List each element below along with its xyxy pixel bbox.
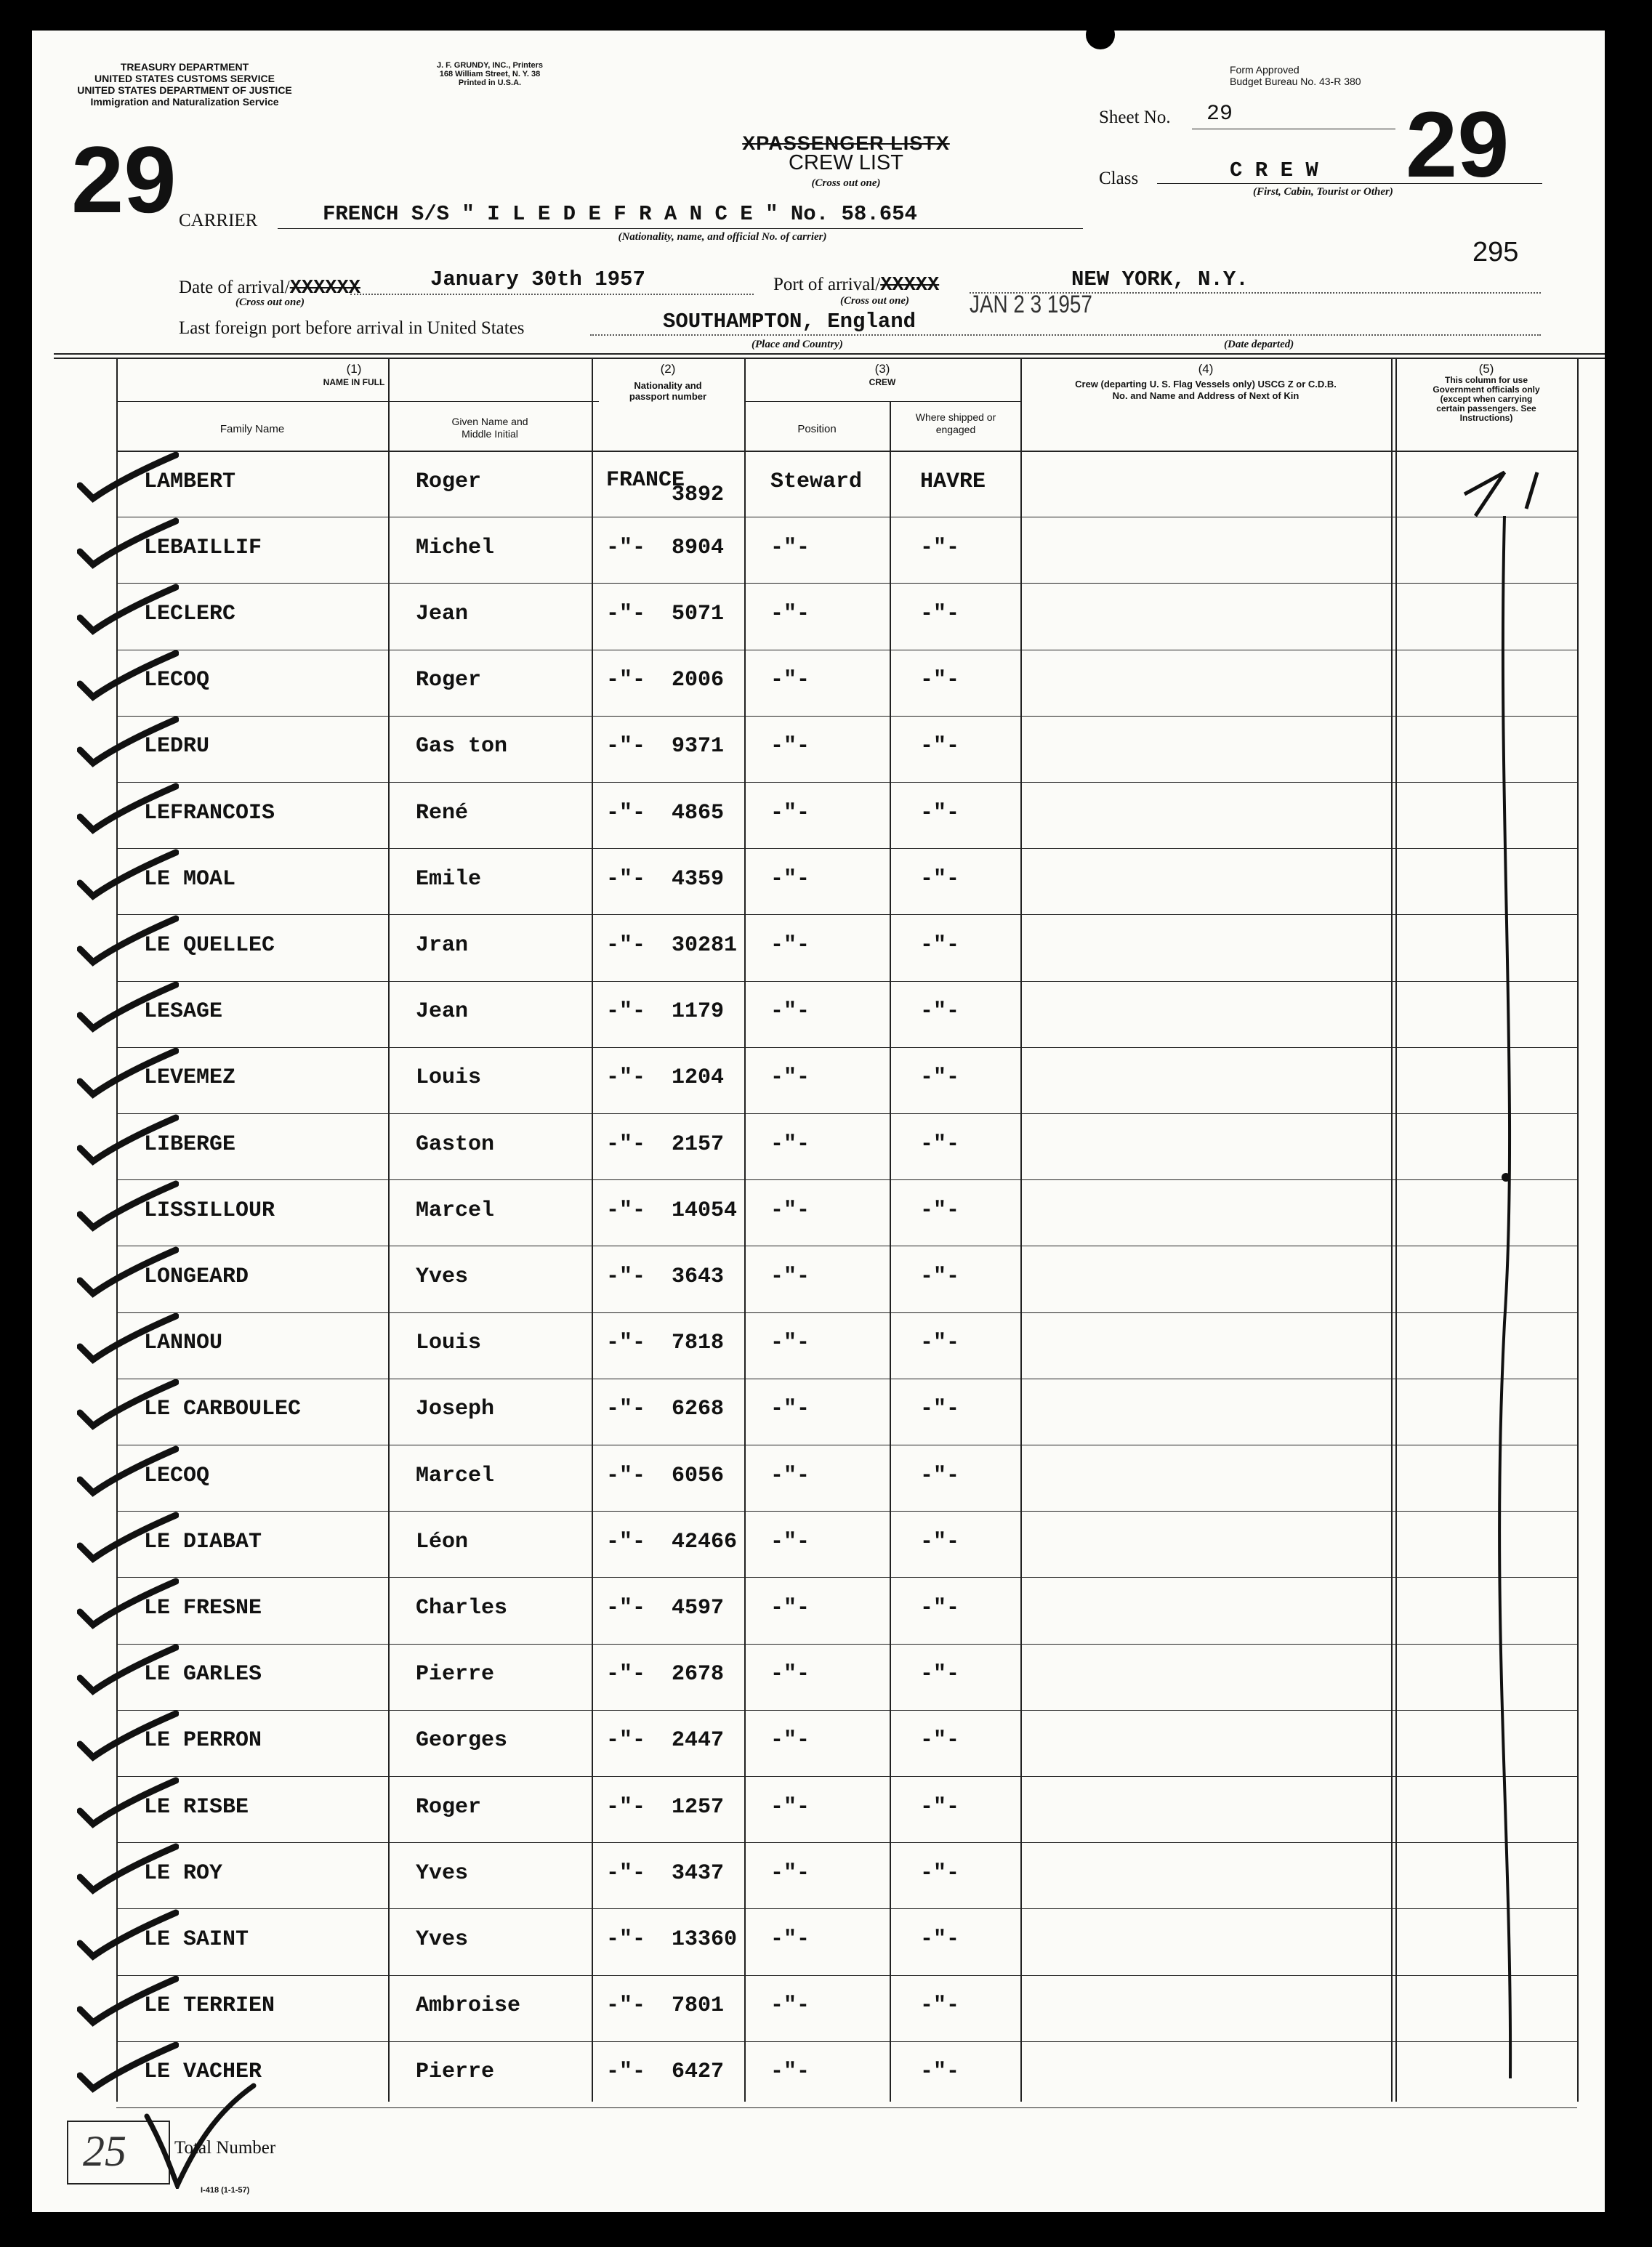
passport-cell: 5071: [672, 602, 725, 626]
official-mark: [1395, 451, 1577, 2093]
where-shipped-cell: -"-: [920, 1132, 960, 1157]
family-name-cell: LE ROY: [144, 1861, 223, 1886]
family-name-cell: LE TERRIEN: [144, 1993, 275, 2018]
position-cell: -"-: [770, 933, 810, 958]
punch-hole: [1086, 31, 1115, 49]
given-name-header: Given Name and Middle Initial: [451, 416, 528, 440]
nationality-cell: -"-: [606, 2060, 646, 2084]
row-divider: [116, 782, 1577, 783]
nationality-cell: -"-: [606, 1464, 646, 1488]
family-name-cell: LESAGE: [144, 999, 223, 1024]
given-name-cell: Léon: [416, 1530, 469, 1554]
position-cell: -"-: [770, 1198, 810, 1223]
given-name-cell: Charles: [416, 1596, 508, 1621]
crew-list-sheet: [32, 31, 1605, 2212]
date-caption: (Cross out one): [235, 296, 305, 308]
where-shipped-cell: -"-: [920, 734, 960, 759]
nationality-cell: -"-: [606, 668, 646, 693]
where-shipped-cell: -"-: [920, 1464, 960, 1488]
position-cell: -"-: [770, 801, 810, 826]
row-check-icon: [77, 1044, 179, 1102]
where-shipped-cell: HAVRE: [920, 469, 986, 494]
form-code: I-418 (1-1-57): [201, 2186, 250, 2195]
passport-cell: 3892: [672, 483, 725, 507]
where-shipped-cell: -"-: [920, 1065, 960, 1090]
family-name-cell: LECOQ: [144, 1464, 210, 1488]
last-port-label: Last foreign port before arrival in United States: [179, 318, 525, 338]
sheet-label: Sheet No.: [1099, 108, 1171, 127]
family-name-cell: LE PERRON: [144, 1728, 262, 1753]
row-divider: [116, 583, 1577, 584]
position-cell: -"-: [770, 999, 810, 1024]
where-shipped-cell: -"-: [920, 1596, 960, 1621]
given-name-cell: Jran: [416, 933, 469, 958]
position-cell: -"-: [770, 1065, 810, 1090]
port-label: Port of arrival/XXXXX: [773, 275, 940, 296]
total-count: 25: [83, 2127, 126, 2175]
total-number-label: Total Number: [174, 2138, 276, 2158]
given-name-cell: Georges: [416, 1728, 508, 1753]
form-approved: Form Approved Budget Bureau No. 43-R 380: [1230, 64, 1361, 87]
passport-cell: 13360: [672, 1927, 738, 1952]
arrival-port: NEW YORK, N.Y.: [1071, 267, 1249, 291]
given-name-cell: Jean: [416, 999, 469, 1024]
nationality-cell: -"-: [606, 734, 646, 759]
row-divider: [116, 1776, 1577, 1777]
position-cell: -"-: [770, 1264, 810, 1289]
position-cell: -"-: [770, 1397, 810, 1421]
where-shipped-cell: -"-: [920, 801, 960, 826]
passport-cell: 2678: [672, 1662, 725, 1687]
passport-cell: 2157: [672, 1132, 725, 1157]
class-label: Class: [1099, 169, 1139, 188]
carrier-label: CARRIER: [179, 211, 258, 230]
position-cell: -"-: [770, 1132, 810, 1157]
passport-cell: 6268: [672, 1397, 725, 1421]
nationality-cell: FRANCE: [606, 468, 685, 493]
position-cell: -"-: [770, 1596, 810, 1621]
row-check-icon: [77, 911, 179, 969]
where-shipped-cell: -"-: [920, 933, 960, 958]
position-cell: -"-: [770, 734, 810, 759]
family-name-cell: LE RISBE: [144, 1795, 249, 1820]
family-name-cell: LONGEARD: [144, 1264, 249, 1289]
sheet-value: 29: [1206, 102, 1233, 126]
family-name-cell: LE CARBOULEC: [144, 1397, 302, 1421]
position-cell: -"-: [770, 1861, 810, 1886]
position-cell: -"-: [770, 1662, 810, 1687]
where-shipped-cell: -"-: [920, 668, 960, 693]
row-check-icon: [77, 1508, 179, 1566]
given-name-cell: Marcel: [416, 1198, 495, 1223]
passport-cell: 9371: [672, 734, 725, 759]
next-of-kin-header: (4) Crew (departing U. S. Flag Vessels only) USCG Z or C.D.B. No. and Name and Address of Next of Kin: [1075, 362, 1337, 401]
nationality-cell: -"-: [606, 801, 646, 826]
where-shipped-cell: -"-: [920, 536, 960, 560]
passport-cell: 3643: [672, 1264, 725, 1289]
where-shipped-cell: -"-: [920, 867, 960, 892]
position-cell: -"-: [770, 867, 810, 892]
date-departed-caption: (Date departed): [1224, 339, 1294, 350]
where-shipped-cell: -"-: [920, 1331, 960, 1355]
date-stamp: JAN 2 3 1957: [970, 291, 1092, 318]
given-name-cell: Roger: [416, 1795, 482, 1820]
big-number-left: 29: [71, 126, 177, 233]
passport-cell: 7818: [672, 1331, 725, 1355]
family-name-cell: LEFRANCOIS: [144, 801, 275, 826]
class-value: C R E W: [1230, 158, 1318, 182]
family-name-cell: LECOQ: [144, 668, 210, 693]
row-check-icon: [77, 779, 179, 837]
where-shipped-header: Where shipped or engaged: [915, 411, 996, 435]
row-divider: [116, 1511, 1577, 1512]
given-name-cell: Gaston: [416, 1132, 495, 1157]
nationality-cell: -"-: [606, 933, 646, 958]
place-caption: (Place and Country): [752, 339, 843, 350]
passport-cell: 6427: [672, 2060, 725, 2084]
position-cell: -"-: [770, 1993, 810, 2018]
nationality-header: (2) Nationality and passport number: [629, 362, 707, 402]
position-cell: -"-: [770, 2060, 810, 2084]
nationality-cell: -"-: [606, 1861, 646, 1886]
where-shipped-cell: -"-: [920, 999, 960, 1024]
row-check-icon: [77, 1243, 179, 1301]
family-name-cell: LE VACHER: [144, 2060, 262, 2084]
passport-cell: 1179: [672, 999, 725, 1024]
row-check-icon: [77, 712, 179, 770]
given-name-cell: Pierre: [416, 1662, 495, 1687]
where-shipped-cell: -"-: [920, 1530, 960, 1554]
row-check-icon: [77, 1574, 179, 1632]
row-divider: [116, 1908, 1577, 1909]
family-name-cell: LE SAINT: [144, 1927, 249, 1952]
row-check-icon: [77, 1309, 179, 1367]
where-shipped-cell: -"-: [920, 2060, 960, 2084]
nationality-cell: -"-: [606, 1530, 646, 1554]
given-name-cell: Jean: [416, 602, 469, 626]
position-cell: -"-: [770, 1331, 810, 1355]
nationality-cell: -"-: [606, 1264, 646, 1289]
where-shipped-cell: -"-: [920, 1795, 960, 1820]
nationality-cell: -"-: [606, 999, 646, 1024]
family-name-cell: LE GARLES: [144, 1662, 262, 1687]
family-name-cell: LEBAILLIF: [144, 536, 262, 560]
nationality-cell: -"-: [606, 867, 646, 892]
passport-cell: 2447: [672, 1728, 725, 1753]
arrival-date: January 30th 1957: [430, 267, 645, 291]
family-name-cell: LAMBERT: [144, 469, 236, 494]
family-name-cell: LEVEMEZ: [144, 1065, 236, 1090]
row-divider: [116, 1577, 1577, 1578]
given-name-cell: Emile: [416, 867, 482, 892]
passport-cell: 4359: [672, 867, 725, 892]
row-divider: [116, 914, 1577, 915]
row-check-icon: [77, 1905, 179, 1964]
given-name-cell: Louis: [416, 1331, 482, 1355]
position-cell: Steward: [770, 469, 863, 494]
row-divider: [116, 1312, 1577, 1313]
row-check-icon: [77, 1839, 179, 1897]
row-check-icon: [77, 448, 179, 506]
family-name-cell: LISSILLOUR: [144, 1198, 275, 1223]
position-cell: -"-: [770, 602, 810, 626]
row-check-icon: [77, 1706, 179, 1764]
cross-out-caption: (Cross out one): [811, 177, 881, 189]
row-check-icon: [77, 845, 179, 903]
family-name-cell: LE DIABAT: [144, 1530, 262, 1554]
given-name-cell: Gas ton: [416, 734, 508, 759]
given-name-cell: Roger: [416, 469, 482, 494]
given-name-cell: Ambroise: [416, 1993, 521, 2018]
family-name-cell: LANNOU: [144, 1331, 223, 1355]
row-divider: [116, 2107, 1577, 2108]
row-check-icon: [77, 1177, 179, 1235]
row-divider: [116, 1975, 1577, 1976]
row-check-icon: [77, 1640, 179, 1698]
where-shipped-cell: -"-: [920, 1662, 960, 1687]
nationality-cell: -"-: [606, 1331, 646, 1355]
side-number: 295: [1472, 237, 1519, 267]
passport-cell: 1257: [672, 1795, 725, 1820]
where-shipped-cell: -"-: [920, 1993, 960, 2018]
row-divider: [116, 981, 1577, 982]
nationality-cell: -"-: [606, 1795, 646, 1820]
list-type-struck: XPASSENGER LISTX: [742, 132, 950, 154]
position-cell: -"-: [770, 1927, 810, 1952]
nationality-cell: -"-: [606, 1065, 646, 1090]
where-shipped-cell: -"-: [920, 1861, 960, 1886]
given-name-cell: Pierre: [416, 2060, 495, 2084]
nationality-cell: -"-: [606, 1927, 646, 1952]
row-divider: [116, 1113, 1577, 1114]
crew-header: (3) CREW: [869, 362, 896, 387]
family-name-cell: LE MOAL: [144, 867, 236, 892]
row-check-icon: [77, 1773, 179, 1831]
where-shipped-cell: -"-: [920, 1397, 960, 1421]
carrier-caption: (Nationality, name, and official No. of carrier): [618, 231, 827, 243]
where-shipped-cell: -"-: [920, 1198, 960, 1223]
row-check-icon: [77, 1442, 179, 1500]
printer-block: J. F. GRUNDY, INC., Printers 168 William Street, N. Y. 38 Printed in U.S.A.: [436, 61, 544, 87]
total-checkmark: [141, 2080, 257, 2189]
nationality-cell: -"-: [606, 602, 646, 626]
passport-cell: 4865: [672, 801, 725, 826]
row-check-icon: [77, 646, 179, 704]
nationality-cell: -"-: [606, 1728, 646, 1753]
given-name-cell: Yves: [416, 1861, 469, 1886]
position-cell: -"-: [770, 668, 810, 693]
position-header: Position: [797, 423, 837, 435]
family-name-cell: LE FRESNE: [144, 1596, 262, 1621]
passport-cell: 6056: [672, 1464, 725, 1488]
given-name-cell: Michel: [416, 536, 495, 560]
given-name-cell: Yves: [416, 1927, 469, 1952]
row-divider: [116, 1644, 1577, 1645]
passport-cell: 14054: [672, 1198, 738, 1223]
carrier-value: FRENCH S/S " I L E D E F R A N C E " No. 58.654: [323, 202, 917, 226]
row-divider: [116, 716, 1577, 717]
row-divider: [116, 1842, 1577, 1843]
given-name-cell: Joseph: [416, 1397, 495, 1421]
family-name-cell: LEDRU: [144, 734, 210, 759]
given-name-cell: Roger: [416, 668, 482, 693]
row-check-icon: [77, 514, 179, 572]
passport-cell: 4597: [672, 1596, 725, 1621]
nationality-cell: -"-: [606, 1596, 646, 1621]
officials-header: (5) This column for use Government officials only (except when carrying certain passengers. See Instructions): [1433, 362, 1540, 423]
nationality-cell: -"-: [606, 1397, 646, 1421]
passport-cell: 42466: [672, 1530, 738, 1554]
given-name-cell: Marcel: [416, 1464, 495, 1488]
where-shipped-cell: -"-: [920, 1264, 960, 1289]
passport-cell: 1204: [672, 1065, 725, 1090]
row-divider: [116, 1710, 1577, 1711]
given-name-cell: René: [416, 801, 469, 826]
family-name-cell: LE QUELLEC: [144, 933, 275, 958]
where-shipped-cell: -"-: [920, 1927, 960, 1952]
row-divider: [116, 848, 1577, 849]
col1-header: (1) NAME IN FULL: [323, 362, 385, 387]
family-name-cell: LECLERC: [144, 602, 236, 626]
family-name-header: Family Name: [219, 423, 285, 435]
date-label: Date of arrival/XXXXXX: [179, 278, 360, 299]
position-cell: -"-: [770, 1795, 810, 1820]
row-check-icon: [77, 1972, 179, 2030]
row-divider: [116, 2041, 1577, 2042]
nationality-cell: -"-: [606, 1198, 646, 1223]
passport-cell: 3437: [672, 1861, 725, 1886]
nationality-cell: -"-: [606, 1993, 646, 2018]
passport-cell: 30281: [672, 933, 738, 958]
nationality-cell: -"-: [606, 1662, 646, 1687]
nationality-cell: -"-: [606, 536, 646, 560]
row-divider: [116, 1179, 1577, 1180]
list-type-title: CREW LIST: [789, 151, 903, 174]
row-check-icon: [77, 1375, 179, 1433]
department-block: TREASURY DEPARTMENT UNITED STATES CUSTOMS SERVICE UNITED STATES DEPARTMENT OF JUSTICE Immigration and Naturalization Service: [77, 61, 292, 108]
row-divider: [116, 1047, 1577, 1048]
last-port-value: SOUTHAMPTON, England: [663, 310, 916, 334]
given-name-cell: Yves: [416, 1264, 469, 1289]
passport-cell: 7801: [672, 1993, 725, 2018]
row-check-icon: [77, 580, 179, 638]
class-caption: (First, Cabin, Tourist or Other): [1253, 186, 1393, 198]
position-cell: -"-: [770, 536, 810, 560]
nationality-cell: -"-: [606, 1132, 646, 1157]
passport-cell: 8904: [672, 536, 725, 560]
row-check-icon: [77, 1110, 179, 1169]
position-cell: -"-: [770, 1728, 810, 1753]
big-number-right: 29: [1406, 93, 1510, 197]
port-caption: (Cross out one): [840, 295, 910, 307]
passport-cell: 2006: [672, 668, 725, 693]
where-shipped-cell: -"-: [920, 1728, 960, 1753]
position-cell: -"-: [770, 1464, 810, 1488]
position-cell: -"-: [770, 1530, 810, 1554]
row-check-icon: [77, 977, 179, 1036]
family-name-cell: LIBERGE: [144, 1132, 236, 1157]
given-name-cell: Louis: [416, 1065, 482, 1090]
where-shipped-cell: -"-: [920, 602, 960, 626]
